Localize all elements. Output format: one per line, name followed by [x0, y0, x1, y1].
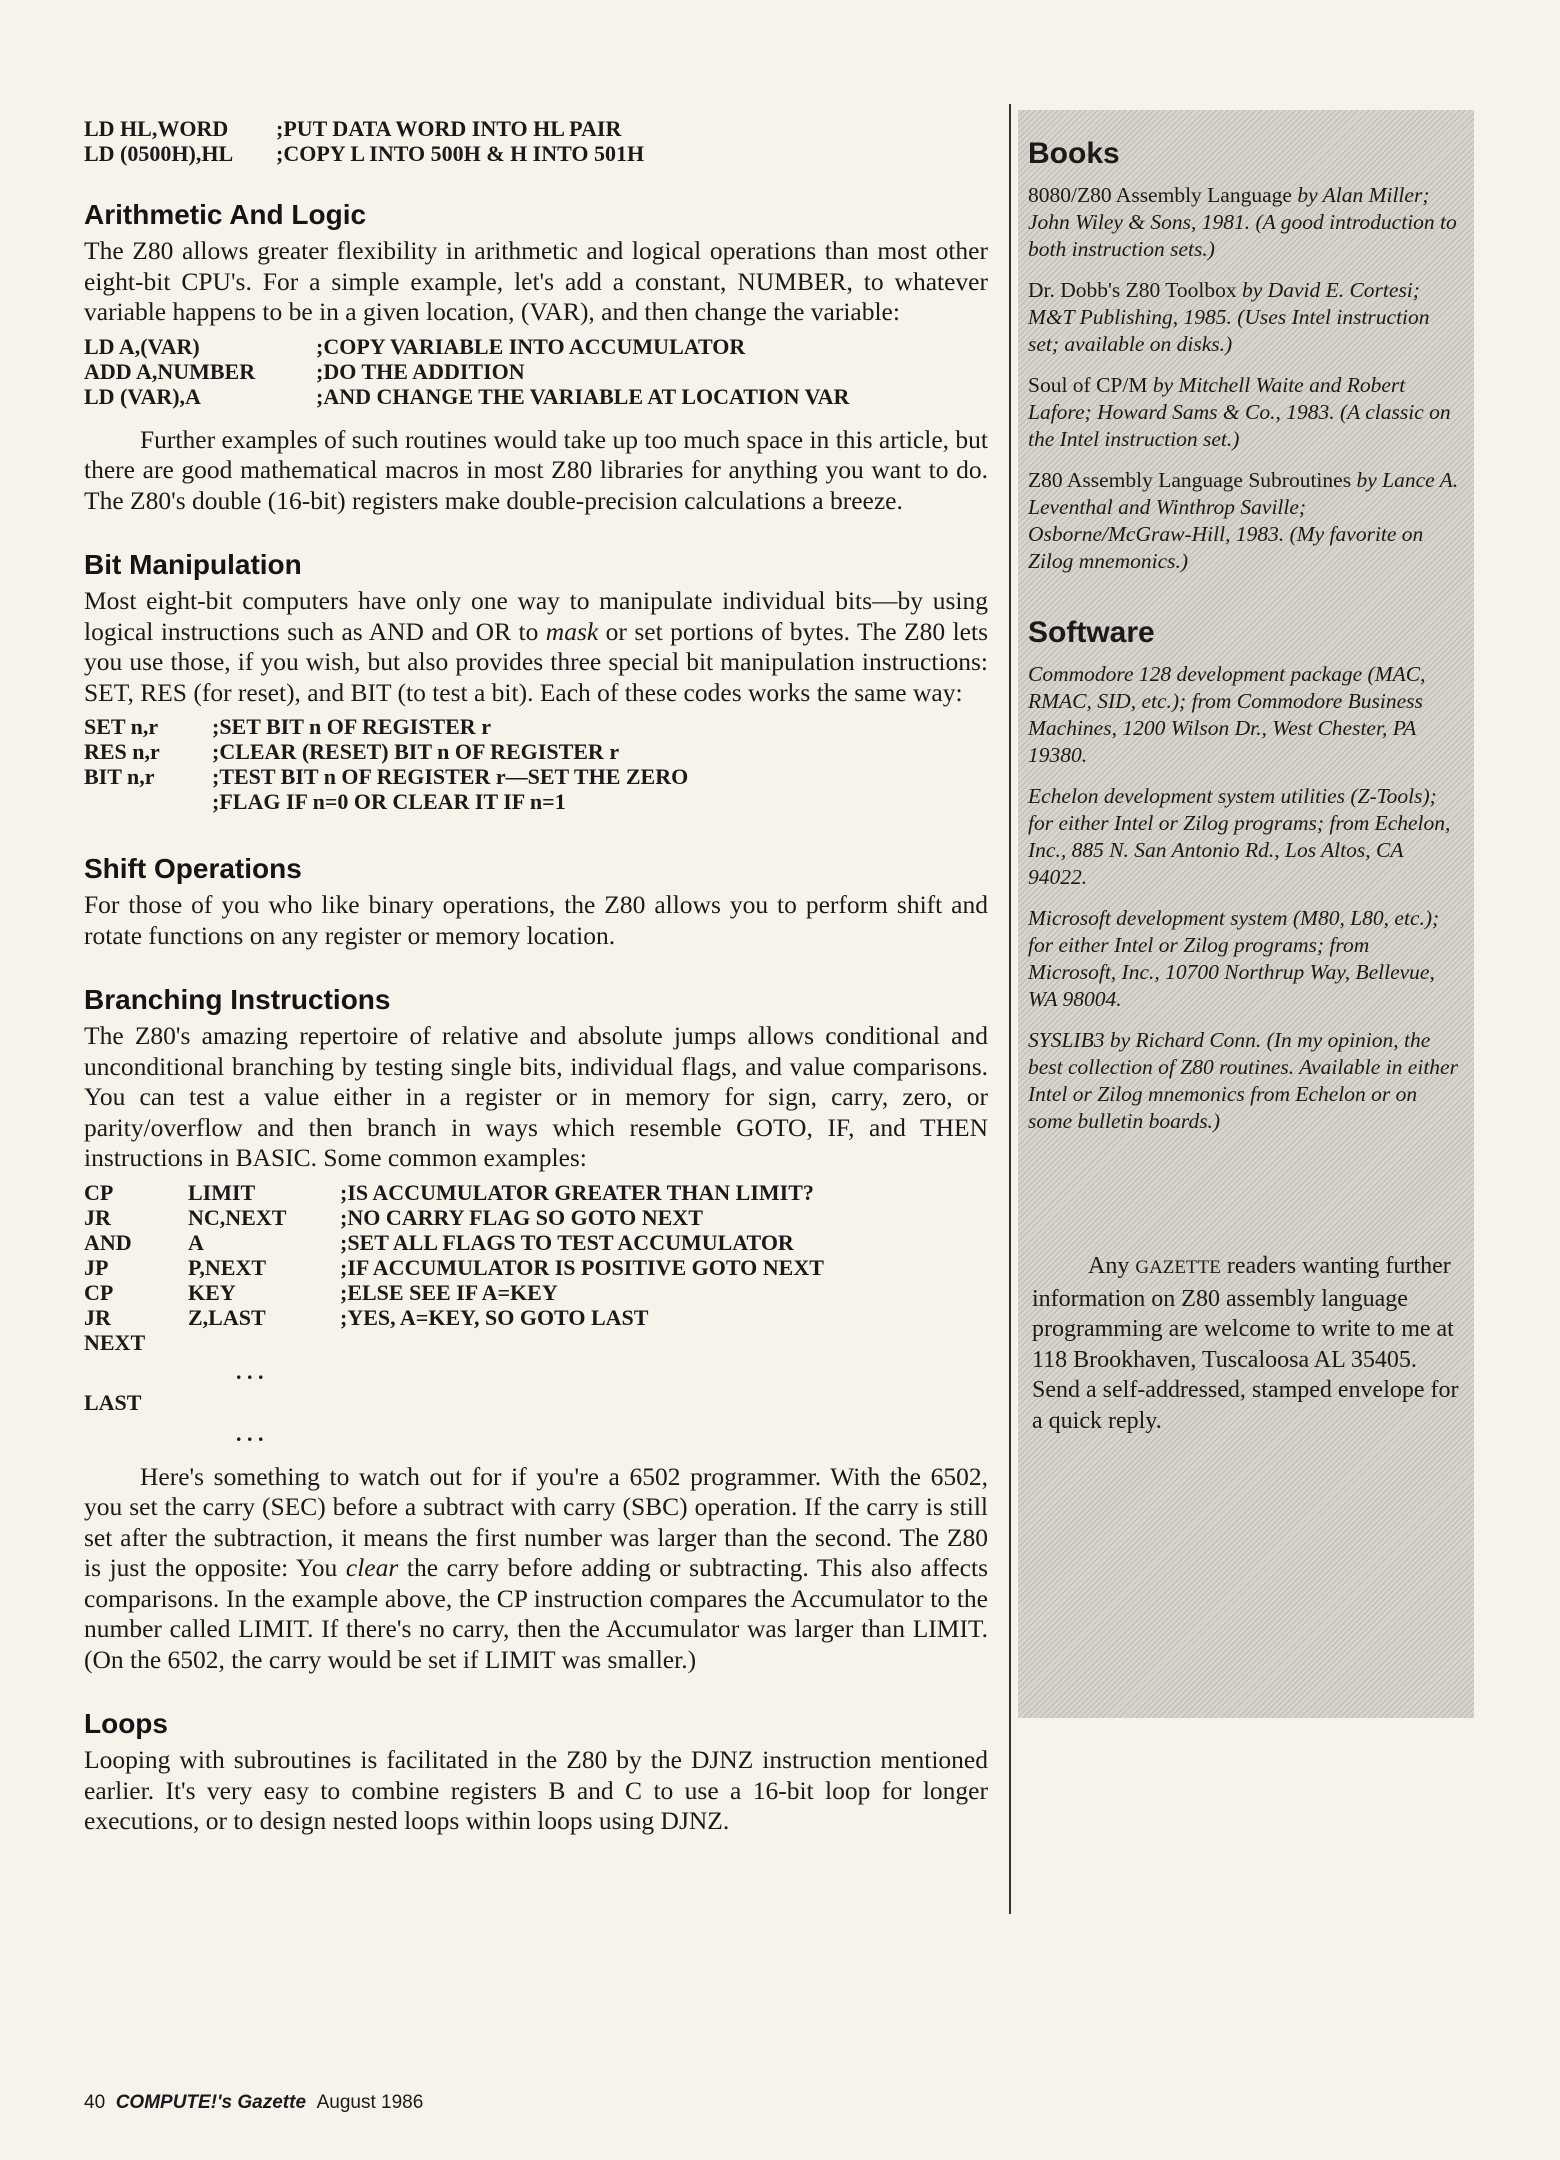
code-comment: ;AND CHANGE THE VARIABLE AT LOCATION VAR — [316, 383, 850, 409]
book-entry — [1028, 277, 1462, 358]
paragraph-shift: For those of you who like binary operations, the Z80 allows you to perform shift and rotate functions on any register or memory location. — [84, 890, 988, 950]
code-line — [84, 1230, 988, 1255]
sidebar-references — [1018, 110, 1474, 1718]
code-comment: ;IS ACCUMULATOR GREATER THAN LIMIT? — [340, 1179, 814, 1205]
ellipsis-2: . . . — [236, 1420, 264, 1446]
code-instruction: JR — [84, 1204, 111, 1230]
paragraph-arithmetic: The Z80 allows greater flexibility in arithmetic and logical operations than most other eight-bit CPU's. For a simple example, let's add a constant, NUMBER, to whatever variable happens to be in a given location, (VAR), and then change the variable: — [84, 236, 988, 326]
code-comment: ;DO THE ADDITION — [316, 358, 525, 384]
book-title: Z80 Assembly Language Subroutines — [1028, 468, 1352, 492]
code-line — [84, 116, 988, 141]
code-comment: ;CLEAR (RESET) BIT n OF REGISTER r — [212, 739, 620, 764]
software-entry: SYSLIB3 by Richard Conn. (In my opinion, the best collection of Z80 routines. Available in either Intel or Zilog mnemonics from Echelon or on some bulletin boards.) — [1028, 1028, 1458, 1133]
code-comment: ;FLAG IF n=0 OR CLEAR IT IF n=1 — [212, 789, 566, 814]
code-instruction: CP — [84, 1279, 114, 1305]
code-line — [84, 764, 988, 789]
code-comment: ;NO CARRY FLAG SO GOTO NEXT — [340, 1204, 703, 1230]
code-instruction: SET n,r — [84, 714, 159, 739]
code-block-bit — [84, 714, 988, 814]
code-line — [84, 384, 988, 409]
sidebar-heading-software: Software — [1028, 616, 1155, 649]
code-comment: ;SET BIT n OF REGISTER r — [212, 714, 491, 739]
code-block-load — [84, 116, 988, 166]
code-line — [84, 789, 988, 814]
heading-branching: Branching Instructions — [84, 984, 391, 1015]
code-label-last: LAST — [84, 1389, 142, 1415]
book-entry — [1028, 372, 1462, 453]
code-instruction: LIMIT — [188, 1179, 256, 1205]
code-instruction — [188, 1330, 340, 1355]
ellipsis-1: . . . — [236, 1358, 264, 1384]
paragraph-branching: The Z80's amazing repertoire of relative and absolute jumps allows conditional and unconditional branching by testing single bits, individual flags, and value comparisons. You can test a value either in a register or in memory for sign, carry, zero, or parity/overflow and then branch in ways which resemble GOTO, IF, and THEN instructions in BASIC. Some common examples: — [84, 1021, 988, 1172]
code-comment: ;SET ALL FLAGS TO TEST ACCUMULATOR — [340, 1229, 794, 1255]
software-list — [1028, 661, 1462, 1135]
code-line — [84, 1255, 988, 1280]
heading-loops: Loops — [84, 1708, 168, 1739]
page-footer — [84, 2092, 423, 2114]
code-instruction: Z,LAST — [188, 1304, 266, 1330]
column-divider — [1009, 104, 1011, 1914]
code-instruction: LD (VAR),A — [84, 383, 201, 409]
code-instruction: BIT n,r — [84, 764, 155, 789]
code-block-add — [84, 334, 988, 409]
code-instruction: NC,NEXT — [188, 1204, 287, 1230]
software-entry: Echelon development system utilities (Z-Tools); for either Intel or Zilog programs; from Echelon, Inc., 885 N. San Antonio Rd., Los Altos, CA 94022. — [1028, 784, 1451, 889]
book-details: by Mitchell Waite and Robert Lafore; Howard Sams & Co., 1983. (A classic on the Intel instruction set.) — [1028, 373, 1451, 451]
code-line — [84, 141, 988, 166]
code-line — [84, 739, 988, 764]
code-line — [84, 1305, 988, 1330]
code-instruction: ADD A,NUMBER — [84, 358, 256, 384]
code-line — [84, 359, 988, 384]
code-comment: ;COPY VARIABLE INTO ACCUMULATOR — [316, 333, 746, 359]
book-title: Soul of CP/M — [1028, 373, 1148, 397]
page-number: 40 — [84, 2092, 106, 2113]
code-instruction: LD HL,WORD — [84, 116, 229, 141]
code-line — [84, 1180, 988, 1205]
code-instruction: JP — [84, 1254, 109, 1280]
book-title: Dr. Dobb's Z80 Toolbox — [1028, 278, 1237, 302]
paragraph-loops: Looping with subroutines is facilitated in the Z80 by the DJNZ instruction mentioned earlier. It's very easy to combine registers B and C to use a 16-bit loop for longer executions, or to design nested loops within loops using DJNZ. — [84, 1745, 988, 1835]
sidebar-heading-books: Books — [1028, 137, 1120, 170]
article-column — [84, 116, 988, 1837]
paragraph-further-examples: Further examples of such routines would take up too much space in this article, but there are good mathematical macros in most Z80 libraries for anything you want to do. The Z80's double (16-bit) registers make double-precision calculations a breeze. — [84, 424, 988, 515]
code-comment: ;YES, A=KEY, SO GOTO LAST — [340, 1304, 649, 1330]
book-details: by David E. Cortesi; M&T Publishing, 1985. (Uses Intel instruction set; available on disks.) — [1028, 278, 1430, 356]
book-details: by Lance A. Leventhal and Winthrop Saville; Osborne/McGraw-Hill, 1983. (My favorite on Zilog mnemonics.) — [1028, 468, 1459, 573]
code-ellipsis — [84, 1359, 988, 1446]
code-comment: ;COPY L INTO 500H & H INTO 501H — [276, 141, 645, 166]
paragraph-6502: Here's something to watch out for if you're a 6502 programmer. With the 6502, you set the carry (SEC) before a subtract with carry (SBC) operation. If the carry is still set after the subtraction, it means the first number was larger than the second. The Z80 is just the opposite: You clear the carry before adding or subtracting. This also affects comparisons. In the example above, the CP instruction compares the Accumulator to the number called LIMIT. If there's no carry, then the Accumulator was larger than LIMIT. (On the 6502, the carry would be set if LIMIT was smaller.) — [84, 1461, 988, 1674]
heading-bit-manipulation: Bit Manipulation — [84, 549, 302, 580]
paragraph-bit-manipulation: Most eight-bit computers have only one way to manipulate individual bits—by using logical instructions such as AND and OR to mask or set portions of bytes. The Z80 lets you use those, if you wish, but also provides three special bit manipulation instructions: SET, RES (for reset), and BIT (to test a bit). Each of these codes works the same way: — [84, 586, 988, 707]
code-instruction: AND — [84, 1229, 132, 1255]
code-instruction: LD (0500H),HL — [84, 141, 234, 166]
heading-shift-operations: Shift Operations — [84, 853, 302, 884]
code-instruction: CP — [84, 1179, 114, 1205]
code-block-branch — [84, 1180, 988, 1355]
code-instruction: RES n,r — [84, 739, 160, 764]
code-line — [84, 1205, 988, 1230]
heading-arithmetic: Arithmetic And Logic — [84, 199, 367, 230]
code-comment: ;PUT DATA WORD INTO HL PAIR — [276, 116, 622, 141]
software-entry: Commodore 128 development package (MAC, RMAC, SID, etc.); from Commodore Business Machines, 1200 Wilson Dr., West Chester, PA 19380. — [1028, 662, 1426, 767]
code-instruction: JR — [84, 1304, 111, 1330]
book-entry — [1028, 182, 1462, 263]
code-comment: ;IF ACCUMULATOR IS POSITIVE GOTO NEXT — [340, 1254, 824, 1280]
code-line — [84, 1280, 988, 1305]
code-instruction — [84, 789, 212, 814]
contact-note: Any GAZETTE readers wanting further information on Z80 assembly language programming are welcome to write to me at 118 Brookhaven, Tuscaloosa AL 35405. Send a self-addressed, stamped envelope for a quick reply. — [1032, 1253, 1459, 1434]
code-instruction: P,NEXT — [188, 1254, 267, 1280]
book-entry — [1028, 467, 1462, 575]
code-line — [84, 1330, 988, 1355]
software-entry: Microsoft development system (M80, L80, etc.); for either Intel or Zilog programs; from Microsoft, Inc., 10700 Northrup Way, Bellevue, WA 98004. — [1028, 906, 1440, 1011]
issue-date: August 1986 — [316, 2092, 424, 2113]
magazine-name: COMPUTE!'s Gazette — [115, 2092, 307, 2113]
books-list — [1028, 182, 1462, 575]
book-details: by Alan Miller; John Wiley & Sons, 1981. (A good introduction to both instruction sets.) — [1028, 183, 1457, 261]
code-comment: ;ELSE SEE IF A=KEY — [340, 1279, 558, 1305]
code-instruction: NEXT — [84, 1329, 146, 1355]
code-line — [84, 334, 988, 359]
code-line — [84, 714, 988, 739]
code-instruction: LD A,(VAR) — [84, 333, 200, 359]
code-instruction: KEY — [188, 1279, 236, 1305]
code-instruction: A — [188, 1229, 204, 1255]
code-comment: ;TEST BIT n OF REGISTER r—SET THE ZERO — [212, 764, 689, 789]
book-title: 8080/Z80 Assembly Language — [1028, 183, 1292, 207]
